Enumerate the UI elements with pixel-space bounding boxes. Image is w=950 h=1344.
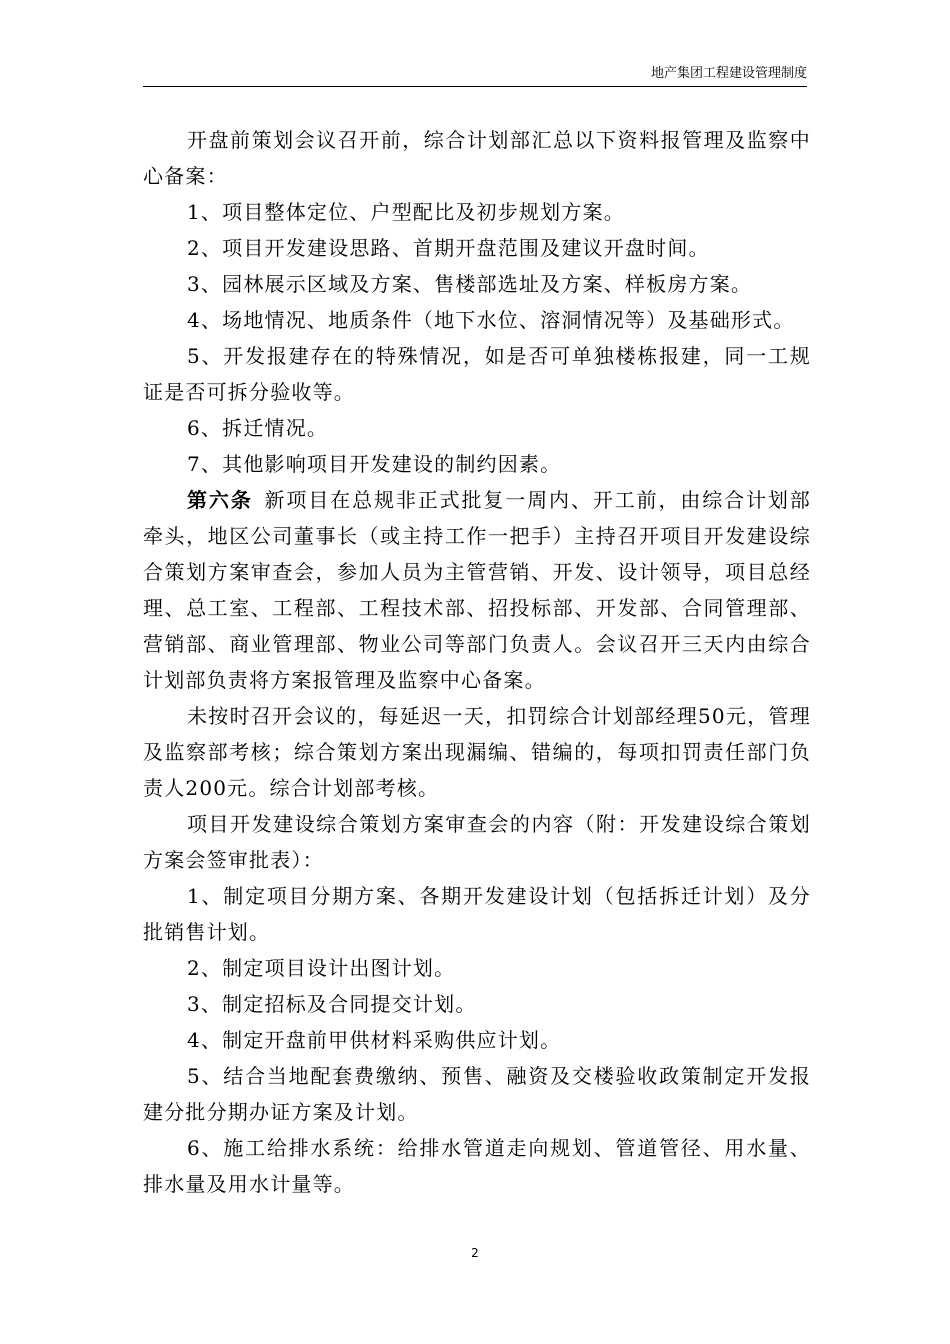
page-number: 2 — [471, 1246, 479, 1260]
paragraph-intro: 开盘前策划会议召开前，综合计划部汇总以下资料报管理及监察中心备案： — [143, 128, 811, 188]
article-six-paragraph — [143, 482, 811, 698]
article-label: 第六条 — [187, 488, 253, 512]
page-header — [143, 64, 807, 87]
list-item: 2、项目开发建设思路、首期开盘范围及建议开盘时间。 — [187, 236, 710, 260]
list-item: 5、结合当地配套费缴纳、预售、融资及交楼验收政策制定开发报建分批分期办证方案及计划。 — [143, 1064, 811, 1124]
list-item: 7、其他影响项目开发建设的制约因素。 — [187, 452, 562, 476]
header-title: 地产集团工程建设管理制度 — [650, 66, 807, 81]
review-content-intro: 项目开发建设综合策划方案审查会的内容（附：开发建设综合策划方案会签审批表）： — [143, 812, 811, 872]
list-item: 4、场地情况、地质条件（地下水位、溶洞情况等）及基础形式。 — [187, 308, 795, 332]
penalty-paragraph: 未按时召开会议的，每延迟一天，扣罚综合计划部经理50元，管理及监察部考核；综合策划方案出现漏编、错编的，每项扣罚责任部门负责人200元。综合计划部考核。 — [143, 704, 811, 800]
document-body — [143, 122, 811, 1202]
list-item: 6、施工给排水系统：给排水管道走向规划、管道管径、用水量、排水量及用水计量等。 — [143, 1136, 811, 1196]
article-text: 新项目在总规非正式批复一周内、开工前，由综合计划部牵头，地区公司董事长（或主持工作一把手）主持召开项目开发建设综合策划方案审查会，参加人员为主管营销、开发、设计领导，项目总经理、总工室、工程部、工程技术部、招投标部、开发部、合同管理部、营销部、商业管理部、物业公司等部门负责人。会议召开三天内由综合计划部负责将方案报管理及监察中心备案。 — [143, 488, 811, 692]
list-item: 5、开发报建存在的特殊情况，如是否可单独楼栋报建，同一工规证是否可拆分验收等。 — [143, 344, 811, 404]
list-item: 1、项目整体定位、户型配比及初步规划方案。 — [187, 200, 625, 224]
list-item: 6、拆迁情况。 — [187, 416, 329, 440]
list-item: 3、园林展示区域及方案、售楼部选址及方案、样板房方案。 — [187, 272, 753, 296]
list-item: 4、制定开盘前甲供材料采购供应计划。 — [187, 1028, 562, 1052]
list-item: 3、制定招标及合同提交计划。 — [187, 992, 477, 1016]
list-item: 1、制定项目分期方案、各期开发建设计划（包括拆迁计划）及分批销售计划。 — [143, 884, 811, 944]
list-item: 2、制定项目设计出图计划。 — [187, 956, 456, 980]
